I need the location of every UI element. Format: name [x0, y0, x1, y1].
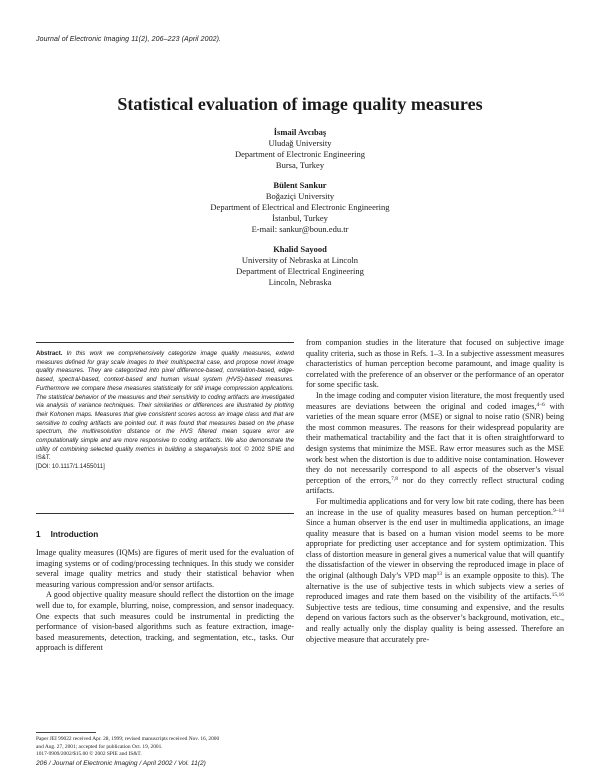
text-run: For multimedia applications and for very low bit rate coding, there has been an increase in the use of quality measures based on human perception.	[306, 496, 564, 517]
body-paragraph	[306, 391, 564, 497]
body-paragraph: from companion studies in the literature that focused on subjective image quality criteria, such as those in Refs. 1–3. In a subjective assessment measures characteristics of human perception become paramount, and image quality is correlated with the preference of an observer or the performance of an operator for some specific task.	[306, 338, 564, 390]
affiliation-line: İstanbul, Turkey	[272, 213, 328, 223]
citation-superscript: 7,8	[391, 475, 398, 482]
citation-superscript: 15,16	[551, 592, 564, 599]
running-head: Journal of Electronic Imaging 11(2), 206–223 (April 2002).	[36, 36, 222, 43]
author-name: İsmail Avcıbaş	[273, 127, 327, 137]
citation-superscript: 4–6	[536, 401, 545, 408]
affiliation-line: Department of Electrical and Electronic Engineering	[210, 202, 390, 212]
abstract-text: In this work we comprehensively categorize image quality measures, extend measures defined for gray scale images to their multispectral case, and propose novel image quality measures. They are categorized into pixel difference-based, correlation-based, edge-based, spectral-based, context-based and human visual system (HVS)-based measures. Furthermore we compare these measures statistically for still image compression applications. The statistical behavior of the measures and their sensitivity to coding artifacts are investigated via analysis of variance techniques. Their similarities or differences are illustrated by plotting their Kohonen maps. Measures that give consistent scores across an image class and that are sensitive to coding artifacts are pointed out. It was found that measures based on the phase spectrum, the multiresolution distance or the HVS filtered mean square error are computationally simple and are more responsive to coding artifacts. We also demonstrate the utility of combining selected quality metrics in building a steganalysis tool.	[36, 350, 294, 453]
body-paragraph: Image quality measures (IQMs) are figures of merit used for the evaluation of imaging systems or of coding/processing techniques. In this study we consider several image quality metrics and study their statistical behavior when measuring various compression and/or sensor artifacts.	[36, 548, 294, 589]
page-footer: 206 / Journal of Electronic Imaging / April 2002 / Vol. 11(2)	[36, 760, 206, 767]
author-list	[0, 127, 600, 297]
section-title: Introduction	[50, 530, 99, 539]
author-email: E-mail: sankur@boun.edu.tr	[251, 224, 349, 234]
left-column	[36, 548, 294, 654]
author-name: Khalid Sayood	[273, 244, 327, 254]
text-run: with varieties of the mean square error (MSE) or signal to noise ratio (SNR) being the most common measures. The reasons for their widespread popularity are their mathematical tractability and the fact that it is often straightforward to design systems that minimize the MSE. Raw error measures such as the MSE work best when the distortion is due to additive noise contamination. However they do not necessarily correspond to all aspects of the observer’s visual perception of the errors,	[306, 401, 564, 485]
text-run: In the image coding and computer vision literature, the most frequently used measures are deviations between the original and coded images,	[306, 390, 564, 411]
section-number: 1	[36, 530, 41, 539]
author-block	[0, 180, 600, 235]
citation-superscript: 13	[436, 571, 443, 578]
abstract	[36, 350, 294, 472]
footnote-line: and Aug. 27, 2001; accepted for publication Oct. 19, 2001.	[36, 743, 163, 750]
footnote-line: 1017-9909/2002/$15.00 © 2002 SPIE and IS&T.	[36, 751, 142, 758]
affiliation-line: Uludağ University	[268, 138, 332, 148]
affiliation-line: Lincoln, Nebraska	[268, 277, 332, 287]
text-run: is an example opposite to this). The alternative is the use of subjective tests in which subjects view a series of reproduced images and rate them based on the visibility of the artifacts.	[306, 571, 564, 602]
body-paragraph	[306, 497, 564, 645]
abstract-label: Abstract.	[36, 350, 63, 357]
author-block	[0, 127, 600, 171]
footnote	[36, 736, 298, 759]
text-run: Since a human observer is the end user in multimedia applications, an image quality measure that is based on a human vision model seems to be more appropriate for predicting user acceptance and for system optimization. This class of distortion measure in general gives a numerical value that will quantify the dissatisfaction of the viewer in observing the reproduced image in place of the original (although Daly’s VPD map	[306, 518, 564, 581]
affiliation-line: Boğaziçi University	[265, 191, 335, 201]
right-column	[306, 338, 564, 645]
abstract-doi: [DOI: 10.1117/1.1455011]	[36, 463, 105, 471]
abstract-top-rule	[36, 342, 294, 343]
author-name: Bülent Sankur	[273, 180, 327, 190]
affiliation-line: University of Nebraska at Lincoln	[241, 255, 359, 265]
affiliation-line: Department of Electronic Engineering	[234, 149, 366, 159]
affiliation-line: Bursa, Turkey	[275, 160, 325, 170]
abstract-copyright: © 2002 SPIE and IS&T.	[36, 445, 294, 462]
citation-superscript: 9–14	[553, 507, 564, 514]
section-heading	[36, 530, 98, 539]
author-block	[0, 244, 600, 288]
body-paragraph: A good objective quality measure should reflect the distortion on the image well due to, for example, blurring, noise, compression, and sensor inadequacy. One expects that such measures could be instrumental in predicting the performance of vision-based algorithms such as feature extraction, image-based measurements, detection, tracking, and segmentation, etc., tasks. Our approach is different	[36, 590, 294, 653]
affiliation-line: Department of Electrical Engineering	[236, 266, 364, 276]
paper-title: Statistical evaluation of image quality measures	[117, 94, 483, 114]
abstract-bottom-rule	[36, 513, 294, 514]
text-run: nor do they correctly reflect structural coding artifacts.	[306, 475, 565, 496]
footnote-line: Paper JEI 99022 received Apr. 28, 1999; revised manuscripts received Nov. 16, 2000	[36, 736, 220, 742]
text-run: Subjective tests are tedious, time consuming and expensive, and the results depend on various factors such as the observer’s background, motivation, etc., and really actually only the display quality is being assessed. Therefore an objective measure that accurately pre-	[306, 602, 564, 644]
footnote-rule	[36, 732, 96, 733]
